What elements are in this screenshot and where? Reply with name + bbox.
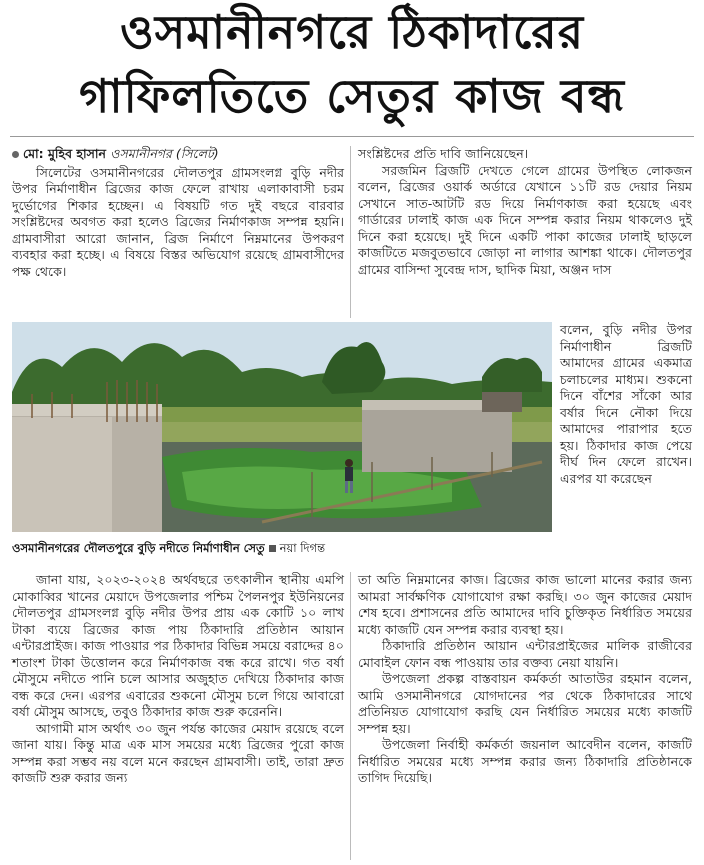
paragraph: জানা যায়, ২০২৩-২০২৪ অর্থবছরে তৎকালীন স্থানীয় এমপি মোকাব্বির খানের মেয়াদে উপজেলার পশ্চিম পৈলনপুর ইউনিয়নের দৌলতপুর গ্রামসংলগ্ন বুড়ি নদীর উপর প্রায় এক কোটি ১০ লাখ টাকা ব্যয়ে ব্রিজের কাজ পায় ঠিকাদারি প্রতিষ্ঠান আয়ান এন্টারপ্রাইজ। কাজ পাওয়ার পর ঠিকাদার বিভিন্ন সময়ে বরাদ্দের ৪০ শতাংশ টাকা উত্তোলন করে নির্মাণকাজ বন্ধ করে রাখে। গত বর্ষা মৌসুমে নদীতে পানি চলে আসার অজুহাত দেখিয়ে ঠিকাদার কাজ বন্ধ করে দেন। এরপর এবারের শুকনো মৌসুম চলে গিয়ে আবারো বর্ষা মৌসুম আসছে, তবুও ঠিকাদার কাজ শুরু করেননি। — [12, 572, 344, 719]
paragraph: আগামী মাস অর্থাৎ ৩০ জুন পর্যন্ত কাজের মেয়াদ রয়েছে বলে জানা যায়। কিন্তু মাত্র এক মাস সময়ের মধ্যে ব্রিজের পুরো কাজ সম্পন্ন করা সম্ভব নয় বলে মনে করছেন গ্রামবাসী। তাই, তারা দ্রুত কাজটি শুরু করার জন্য — [12, 720, 344, 785]
caption-text: ওসমানীনগরের দৌলতপুরে বুড়ি নদীতে নির্মাণাধীন সেতু — [12, 541, 265, 555]
column-2-top — [358, 146, 692, 322]
headline-line-1: ওসমানীনগরে ঠিকাদারের — [119, 5, 584, 59]
news-photo — [12, 322, 552, 532]
column-2-bottom — [358, 572, 692, 860]
column-divider — [350, 146, 351, 318]
paragraph: সরজমিন ব্রিজটি দেখতে গেলে গ্রামের উপস্থিত লোকজন বলেন, ব্রিজের ওয়ার্ক অর্ডারে যেখানে ১১টি রড দেয়ার নিয়ম সেখানে সাত-আটটি রড দিয়ে নির্মাণকাজ করা হয়েছে এবং গার্ডারের ঢালাই কাজ এক দিনে সম্পন্ন করার নিয়ম থাকলেও দুই দিনে করা হয়েছে। দুই দিনে একটি পাকা কাজের ঢালাই ছাড়লে কাজটিতে মজবুতভাবে জোড়া না লাগার আশঙ্কা থাকে। দৌলতপুর গ্রামের বাসিন্দা সুবেন্দ্র দাস, ছাদিক মিয়া, অঞ্জন দাস — [358, 162, 692, 277]
byline-author: মো: মুহিব হাসান — [23, 146, 106, 161]
column-1-bottom — [12, 572, 344, 860]
headline-rule — [10, 136, 694, 137]
paragraph: সিলেটের ওসমানীনগরের দৌলতপুর গ্রামসংলগ্ন বুড়ি নদীর উপর নির্মাণাধীন ব্রিজের কাজ ফেলে রাখায় এলাকাবাসী চরম দুর্ভোগের শিকার হচ্ছেন। এ বিষয়টি গত দুই বছরে বারবার সংশ্লিষ্টদের অবগত করা হলেও ব্রিজের নির্মাণকাজ সম্পন্ন হয়নি। গ্রামবাসীরা আরো জানান, ব্রিজ নির্মাণে নিম্নমানের উপকরণ ব্যবহার করা হচ্ছে। এ বিষয়ে বিস্তর অভিযোগ রয়েছে গ্রামবাসীদের পক্ষ থেকে। — [12, 164, 344, 279]
paragraph: বলেন, বুড়ি নদীর উপর নির্মাণাধীন ব্রিজটি আমাদের গ্রামের একমাত্র চলাচলের মাধ্যম। শুকনো দিনে বাঁশের সাঁকো আর বর্ষার দিনে নৌকা দিয়ে আমাদের পারাপার হতে হয়। ঠিকাদার কাজ পেয়ে দীর্ঘ দিন ফেলে রাখেন। এরপর যা করেছেন — [560, 322, 692, 486]
byline — [12, 146, 344, 163]
bullet-icon — [12, 151, 19, 158]
headline-line-2: গাফিলতিতে সেতুর কাজ বন্ধ — [79, 69, 625, 123]
square-bullet-icon — [269, 545, 276, 552]
paragraph: সংশ্লিষ্টদের প্রতি দাবি জানিয়েছেন। — [358, 146, 529, 161]
paragraph: ঠিকাদারি প্রতিষ্ঠান আয়ান এন্টারপ্রাইজের মালিক রাজীবের মোবাইল ফোন বন্ধ পাওয়ায় তার বক্তব্য নেয়া যায়নি। — [358, 638, 692, 670]
photo-credit: নয়া দিগন্ত — [279, 541, 326, 555]
paragraph: উপজেলা নির্বাহী কর্মকর্তা জয়নাল আবেদীন বলেন, কাজটি নির্ধারিত সময়ের মধ্যে সম্পন্ন করার জন্য ঠিকাদারি প্রতিষ্ঠানকে তাগিদ দিয়েছি। — [358, 737, 692, 785]
paragraph: তা অতি নিম্নমানের কাজ। ব্রিজের কাজ ভালো মানের করার জন্য আমরা সার্বক্ষণিক যোগাযোগ রক্ষা করছি। ৩০ জুন কাজের মেয়াদ শেষ হবে। প্রশাসনের প্রতি আমাদের দাবি চুক্তিকৃত নির্ধারিত সময়ের মধ্যে কাজটি যেন সম্পন্ন করার ব্যবস্থা হয়। — [358, 572, 692, 637]
photo-caption — [12, 540, 552, 559]
byline-location: ওসমানীনগর (সিলেট) — [110, 146, 219, 161]
column-2-narrow — [560, 322, 692, 562]
column-1-top — [12, 146, 344, 318]
paragraph: উপজেলা প্রকল্প বাস্তবায়ন কর্মকর্তা আতাউর রহমান বলেন, আমি ওসমানীনগরে যোগদানের পর থেকে ঠিকাদারের সাথে প্রতিনিয়ত যোগাযোগ করছি যেন নির্ধারিত সময়ের মধ্যে কাজটি সম্পন্ন হয়। — [358, 671, 692, 736]
column-divider — [350, 572, 351, 860]
